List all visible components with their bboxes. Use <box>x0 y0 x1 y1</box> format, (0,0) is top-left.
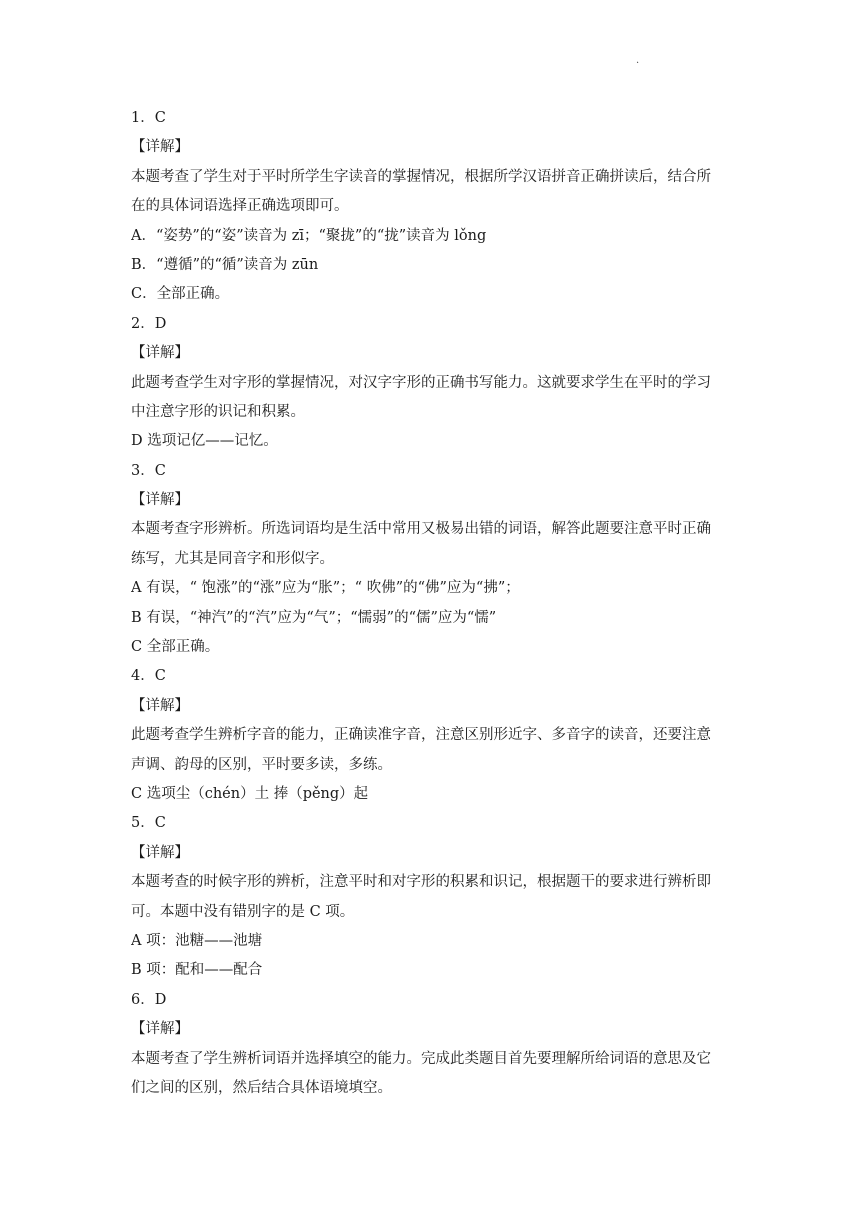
answer-heading: 【详解】 <box>131 844 189 861</box>
header-mark: · <box>636 58 640 69</box>
answer-heading: 【详解】 <box>131 1021 189 1038</box>
answer-text-line: 练写，尤其是同音字和形似字。 <box>131 550 334 567</box>
answer-text-line: 此题考查学生辨析字音的能力，正确读准字音，注意区别形近字、多音字的读音，还要注意 <box>131 727 711 744</box>
answer-number: 4．C <box>131 668 166 685</box>
answer-heading: 【详解】 <box>131 139 189 156</box>
answer-text-line: 本题考查了学生对于平时所学生字读音的掌握情况，根据所学汉语拼音正确拼读后，结合所 <box>131 168 711 185</box>
answer-heading: 【详解】 <box>131 697 189 714</box>
answer-text-line: 中注意字形的识记和积累。 <box>131 403 305 420</box>
answer-text-line: C 全部正确。 <box>131 639 220 656</box>
answer-text-line: 在的具体词语选择正确选项即可。 <box>131 198 349 215</box>
answer-text-line: B．“遵循”的“循”读音为 zūn <box>131 256 319 273</box>
answer-heading: 【详解】 <box>131 345 189 362</box>
answer-text-line: B 有误，“神汽”的“汽”应为“气”；“懦弱”的“儒”应为“懦” <box>131 609 497 626</box>
answer-number: 6．D <box>131 991 167 1008</box>
answer-text-line: 本题考查了学生辨析词语并选择填空的能力。完成此类题目首先要理解所给词语的意思及它 <box>131 1050 711 1067</box>
answer-number: 3．C <box>131 462 166 479</box>
answer-block <box>131 104 731 310</box>
answer-text-line: 声调、韵母的区别，平时要多读，多练。 <box>131 756 392 773</box>
answer-text-line: 可。本题中没有错别字的是 C 项。 <box>131 903 355 920</box>
answer-number: 1．C <box>131 110 166 126</box>
answer-text-line: A 项：池糖——池塘 <box>131 932 263 949</box>
answer-block <box>131 809 731 985</box>
answer-text-line: 们之间的区别，然后结合具体语境填空。 <box>131 1079 392 1096</box>
answer-block <box>131 310 731 457</box>
answer-number: 2．D <box>131 315 167 332</box>
answer-heading: 【详解】 <box>131 492 189 509</box>
answer-number: 5．C <box>131 815 166 832</box>
answer-text-line: 本题考查的时候字形的辨析，注意平时和对字形的积累和识记，根据题干的要求进行辨析即 <box>131 874 711 891</box>
answer-text-line: A．“姿势”的“姿”读音为 zī；“聚拢”的“拢”读音为 lǒng <box>131 227 487 244</box>
answer-block <box>131 662 731 809</box>
answer-block <box>131 457 731 663</box>
answer-text-line: C．全部正确。 <box>131 286 230 303</box>
answer-text-line: B 项：配和——配合 <box>131 962 263 979</box>
answer-text-line: C 选项尘（chén）土 捧（pěng）起 <box>131 785 369 802</box>
answer-text-line: A 有误，“ 饱涨”的“涨”应为“胀”；“ 吹佛”的“佛”应为“拂”； <box>131 580 520 597</box>
answer-document <box>131 104 731 1103</box>
answer-text-line: 本题考查字形辨析。所选词语均是生活中常用又极易出错的词语，解答此题要注意平时正确 <box>131 521 711 538</box>
answer-text-line: D 选项记亿——记忆。 <box>131 433 278 450</box>
answer-text-line: 此题考查学生对字形的掌握情况，对汉字字形的正确书写能力。这就要求学生在平时的学习 <box>131 374 711 391</box>
answer-block <box>131 986 731 1104</box>
